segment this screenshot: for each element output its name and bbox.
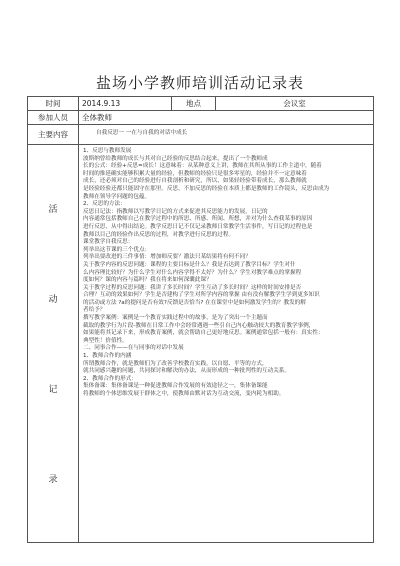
main-content-topic: 自我反思一 一在与自我的对话中成长 xyxy=(96,130,188,136)
record-line: 的活动或方法 ?a的提问是否有效?反馈是否恰当? 在在课堂中是如何激发学生的？教发的解 xyxy=(83,299,306,306)
record-line: 课堂教学自我反思： xyxy=(83,239,134,246)
record-line: 撰写教学案例：案例是一个教育实践过程中的故事，是为了突出一个主题而 xyxy=(83,315,268,322)
place-value: 会议室 xyxy=(216,97,374,111)
participants-label: 参加人员 xyxy=(28,111,79,125)
record-label-char-2: 动 xyxy=(48,295,58,305)
time-label: 时间 xyxy=(28,97,79,111)
record-line: 列举出要改进的三件事情：增加师反要？激法只某结果将有何不同？ xyxy=(83,254,251,261)
record-line: 就共同感兴趣的问题，共同探讨和解决的办法，从而形成的一种批判性的互动关系。 xyxy=(83,368,290,375)
participants-value: 全体教师 xyxy=(79,111,374,125)
activity-record-content xyxy=(79,145,374,543)
record-line: 反思日记法：指教师以写教学日记的方式来促进其反思能力的发展，日记的 xyxy=(83,208,268,215)
record-line: 2、反思的方法： xyxy=(83,201,126,208)
participants-row xyxy=(28,111,374,125)
training-record-table xyxy=(27,96,374,543)
time-place-row xyxy=(28,97,374,111)
record-line: 二、同事合作——在与同事的对话中发展 xyxy=(83,345,184,352)
record-line: 集体备课：集体备课是一种促进教师合作发展的有效途径之一，集体备课能 xyxy=(83,383,268,390)
page-title: 盐场小学教师培训活动记录表 xyxy=(95,74,304,92)
record-line: 内容通常包括教师自己在教学过程中的所思、所感、所闻、所想，并对为什么查我某事的原因 xyxy=(83,216,313,223)
record-label-char-3: 记 xyxy=(48,385,58,395)
record-line: 是经验经验还都只能固守在那里。反思，不加反思的经验在本质上都是教师的工作镜头，反思由成为 xyxy=(83,185,330,192)
record-line: 关于教学过程的反思问题：我讲了多长时间？学生互动了多长时间？这样的时间安排是否 xyxy=(83,284,302,291)
activity-record-label xyxy=(28,145,79,543)
main-content-value xyxy=(79,125,374,145)
record-line: 成长，还必须对自己的经验进行自我剖析和研究，所以，如果轻经验带着成长，那么教师就 xyxy=(83,178,307,185)
record-line: 者给予？ xyxy=(83,307,106,314)
record-line: 2、教师合作的形式： xyxy=(83,375,137,382)
main-content-row xyxy=(28,125,374,145)
record-line: 长的公式：经验+反思=成长！这意味着：从某种意义上讲，教师在其所从事的工作主道中，随着 xyxy=(83,163,322,170)
record-line: 进行反思，从中得出结论。教学反思日记不仅记录教师日常教学生活事件，写日记的过程也是 xyxy=(83,223,313,230)
record-line: 将教师的个体思维发展于群体之中，使教师由默对话为互动交流，变内耗为相助。 xyxy=(83,391,285,397)
place-label: 地点 xyxy=(172,97,216,111)
record-line: 时间的推延确实能够积累大量的经验，但教师的经验只是很多零星的，经验并不一定意味着 xyxy=(83,170,307,177)
record-line: 关于教学内容的反思问题：课程的主要目标是什么？我是否达到了教学目标？学生对什 xyxy=(83,261,296,268)
time-value: 2014.9.13 xyxy=(79,97,172,111)
record-line: 波斯纳曾给教师的成长与其对自己经验的反思结合起来，提出了一个教师成 xyxy=(83,155,268,162)
record-line: 典型性！价值性。 xyxy=(83,337,128,344)
record-line: 如果能将其记录下来，形成教育案例，就会帮助自己更好地反思。案例通常包括一般有：真实性： xyxy=(83,330,324,337)
record-line: 列举出这节课的三个优点： xyxy=(83,246,151,253)
record-line: 教师在领导学问题的包蕴。 xyxy=(83,193,151,200)
record-line: 么内容理比较好？为什么学生对什么内容学得不太好？为什么？学生对教学难点的掌握程 xyxy=(83,269,302,276)
record-line: 截取的教学行为片段-教师在日常工作中会经常遇遇一些引自己内心触动较大的教育教学事例， xyxy=(83,322,315,329)
record-line: 1、教师合作的内涵 xyxy=(83,353,132,360)
record-line: 合理？互动的效果如何？学生是否建构了学生对所学内容的掌握 由有没有解教学生学到更多知识 xyxy=(83,292,320,299)
record-line: 1、反思与教师发展 xyxy=(83,148,132,154)
record-label-char-1: 活 xyxy=(48,205,58,215)
record-line: 教师以目己的经验作出反思的过程，对教学进行反思的过程。 xyxy=(83,231,235,238)
record-line: 所谓教师合作，就是教师们为了改善学校教育实践，以自愿、平等的方式， xyxy=(83,360,268,367)
activity-record-row xyxy=(28,145,374,543)
record-line: 度如何？课的内容与篇吗？我在将来如何深囊此课？ xyxy=(83,277,212,284)
main-content-label: 主要内容 xyxy=(28,125,79,145)
record-label-char-4: 录 xyxy=(48,475,58,485)
